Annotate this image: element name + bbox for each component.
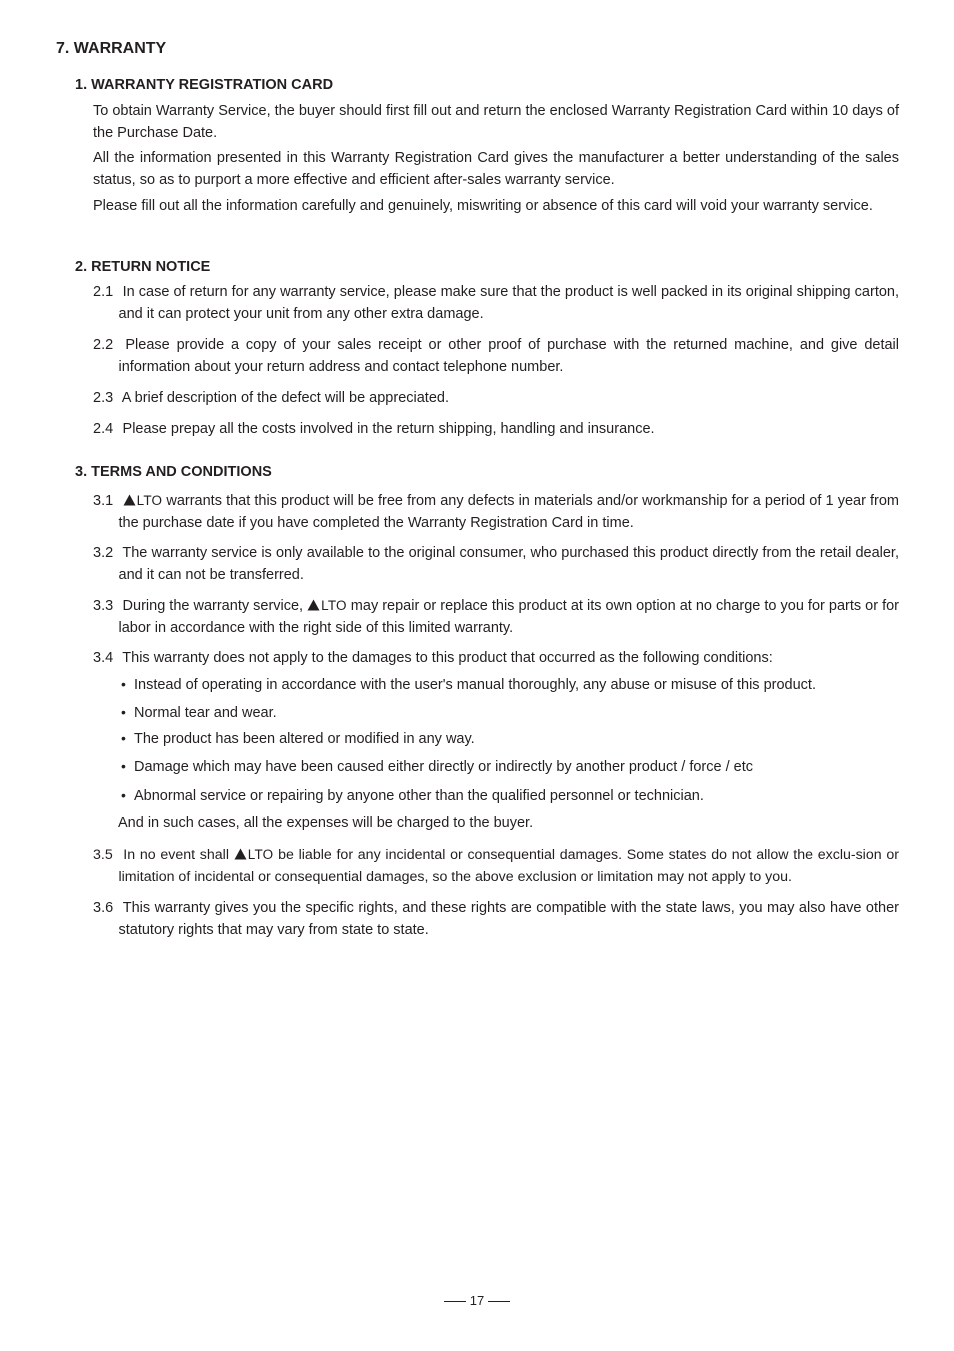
item-number: 3.1 [93, 493, 114, 509]
condition-bullet [121, 785, 899, 808]
item-text: A brief description of the defect will be appreciated. [121, 390, 449, 406]
conditions-closing: And in such cases, all the expenses will be charged to the buyer. [118, 815, 534, 831]
item-text: In case of return for any warranty service, please make sure that the product is well packed in its original shipping carton, and it can protect your unit from any other extra damage. [118, 284, 899, 322]
terms-item-3-4 [93, 648, 899, 670]
item-number: 2.4 [93, 421, 114, 437]
bullet-dot: • [121, 730, 126, 746]
alto-logo-text: LTO [321, 598, 347, 613]
page-footer [0, 1293, 954, 1309]
bullet-text: Damage which may have been caused either directly or indirectly by another product / force / etc [134, 759, 753, 775]
bullet-dot: • [121, 787, 126, 803]
terms-item-3-6 [93, 898, 899, 941]
item-text: Please prepay all the costs involved in the return shipping, handling and insurance. [122, 421, 655, 437]
bullet-dot: • [121, 704, 126, 720]
return-item-2-3 [93, 388, 899, 410]
alto-logo [307, 595, 347, 618]
bullet-text: Instead of operating in accordance with the user's manual thoroughly, any abuse or misuse of this product. [134, 677, 816, 693]
registration-heading: 1. WARRANTY REGISTRATION CARD [75, 77, 334, 93]
registration-paragraph-3: Please fill out all the information carefully and genuinely, miswriting or absence of this card will void your warranty service. [93, 198, 873, 214]
return-item-2-1 [93, 282, 899, 325]
item-text-before: During the warranty service, [122, 598, 304, 614]
item-text-after: may repair or replace this product at its own option at no charge to you for parts or for labor in accordance with the right side of this limited warranty. [118, 598, 900, 636]
item-number: 3.5 [93, 847, 113, 863]
alto-logo [123, 490, 163, 513]
bullet-text: Normal tear and wear. [134, 705, 277, 721]
item-text-after: be liable for any incidental or consequential damages. Some states do not allow the exclu-sion or limitation of incidental or consequential damages, so the above exclusion or limitation may not apply to you. [118, 847, 899, 885]
item-text-before: In no event shall [123, 847, 229, 863]
registration-paragraph-1: To obtain Warranty Service, the buyer should first fill out and return the enclosed Warranty Registration Card within 10 days of the Purchase Date. [93, 103, 899, 141]
item-number: 2.2 [93, 337, 114, 353]
item-text: Please provide a copy of your sales receipt or other proof of purchase with the returned machine, and give detail information about your return address and contact telephone number. [118, 337, 900, 375]
item-number: 2.3 [93, 390, 114, 406]
alto-triangle-icon [234, 848, 247, 860]
item-number: 3.3 [93, 598, 114, 614]
alto-triangle-icon [123, 494, 136, 506]
item-number: 3.6 [93, 900, 114, 916]
bullet-text: Abnormal service or repairing by anyone other than the qualified personnel or technician. [134, 788, 704, 804]
alto-logo-text: LTO [136, 493, 163, 508]
page-number: 17 [469, 1293, 485, 1308]
condition-bullet [121, 702, 899, 725]
condition-bullet [121, 728, 899, 751]
terms-item-3-3 [93, 595, 899, 639]
item-number: 2.1 [93, 284, 114, 300]
item-text: This warranty gives you the specific rights, and these rights are compatible with the state laws, you may also have other statutory rights that may vary from state to state. [118, 900, 899, 938]
condition-bullet [121, 674, 899, 697]
alto-logo-text: LTO [247, 847, 274, 862]
item-text: This warranty does not apply to the damages to this product that occurred as the following conditions: [122, 650, 773, 666]
bullet-text: The product has been altered or modified in any way. [134, 731, 475, 747]
section-title: 7. WARRANTY [56, 40, 167, 57]
footer-rule-right [488, 1301, 510, 1302]
terms-item-3-2 [93, 543, 899, 586]
item-number: 3.2 [93, 545, 114, 561]
terms-item-3-5 [93, 844, 899, 888]
bullet-dot: • [121, 758, 126, 774]
return-item-2-4 [93, 419, 899, 441]
terms-heading: 3. TERMS AND CONDITIONS [75, 464, 272, 480]
alto-logo [234, 844, 274, 867]
bullet-dot: • [121, 676, 126, 692]
item-text: The warranty service is only available to the original consumer, who purchased this product directly from the retail dealer, and it can not be transferred. [118, 545, 899, 583]
alto-triangle-icon [307, 599, 320, 611]
return-item-2-2 [93, 335, 899, 378]
footer-rule-left [444, 1301, 466, 1302]
return-notice-heading: 2. RETURN NOTICE [75, 259, 211, 275]
item-number: 3.4 [93, 650, 114, 666]
registration-paragraph-2: All the information presented in this Warranty Registration Card gives the manufacturer a better understanding of the sales status, so as to purport a more effective and efficient after-sales warranty service. [93, 150, 899, 188]
item-text: warrants that this product will be free from any defects in materials and/or workmanship for a period of 1 year from the purchase date if you have completed the Warranty Registration Card in time. [118, 493, 900, 531]
condition-bullet [121, 756, 899, 779]
terms-item-3-1 [93, 490, 899, 534]
